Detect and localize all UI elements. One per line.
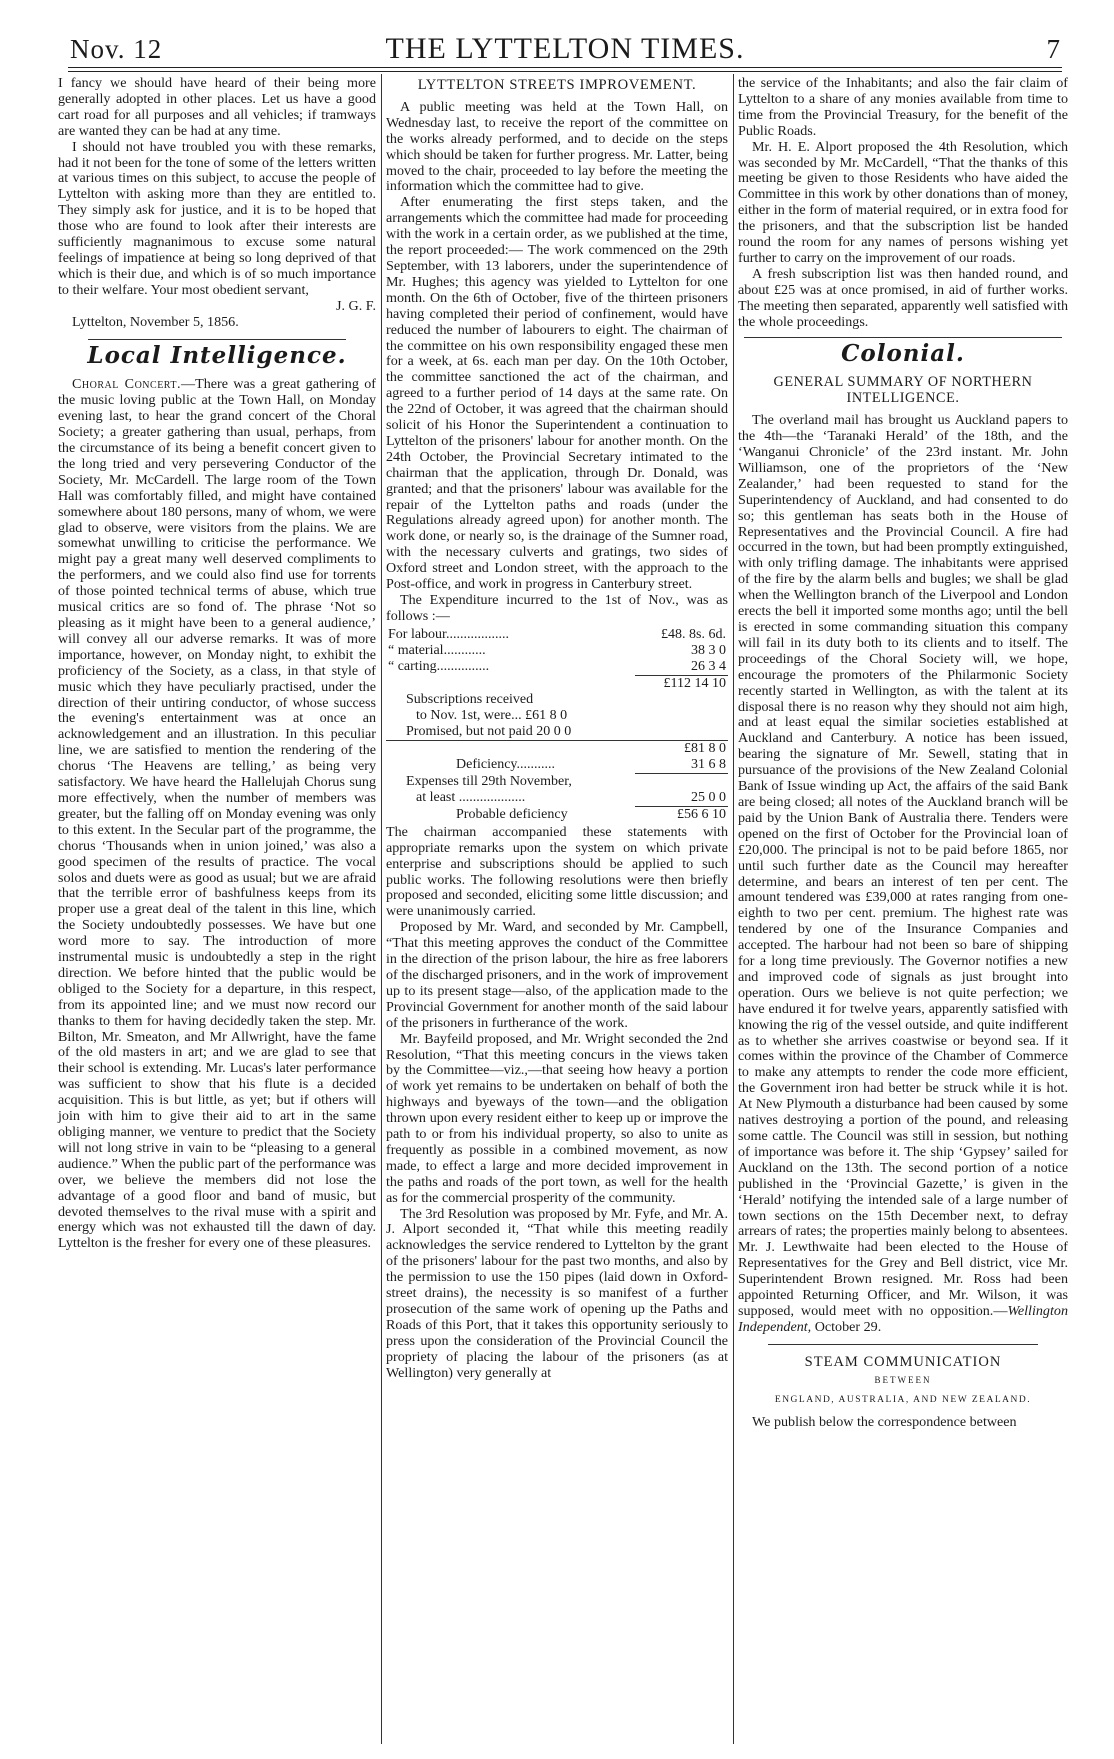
table-cell: Deficiency........... [456,757,555,773]
table-row [386,773,728,790]
steam-first-line: We publish below the correspondence between [752,1413,1017,1430]
streets-paragraph: After enumerating the first steps taken, and the arrangements which the committee had made for proceeding with the work in a certain order, as we published at the time, the report proceeded:— The work commenced on the 29th September, with 13 laborers, under the superintendence of Mr. Hughes; this agency was yielded to Lyttelton for one month. On the 6th of October, five of the thirteen prisoners having completed their period of confinement, would have reduced the number of labourers to eight. The chairman of the committee on his own responsibility engaged these men for a week, at 6s. each man per day. On the 10th October, the committee sanctioned the act of the chairman, and agreed to a further period of 14 days at the same rate. On the 22nd of October, it was agreed that the chairman should solicit of his Honor the Superintendent a continuation to Lyttelton of the prisoners' labour for another month. On the 24th October, the Provincial Secretary intimated to the chairman that the application, through Dr. Donald, was granted; and that the prisoners' labour was available for the repair of the Lyttelton paths and roads (under the Regulations already agreed upon) for another month. The work done, or nearly so, is the drainage of the Sumner road, with the necessary culverts and gratings, two sides of Oxford street and London street, with the approach to the Post-office, and work in progress in Canterbury street. [386,194,728,593]
table-cell: Expenses till 29th November, [406,773,572,789]
masthead-rule-secondary [68,71,1062,72]
table-cell [386,740,635,757]
colonial-summary [738,413,1068,1336]
streets-paragraph: A public meeting was held at the Town Hall, on Wednesday last, to receive the report of the committee on the works already performed, and to decide on the steps which should be taken for further progress. Mr. Latter, being moved to the chair, proceeded to lay before the meeting the information which the committee had to give. [386,98,728,195]
column-divider [381,74,382,1744]
table-cell: For labour.................. [388,626,509,642]
table-row [386,675,728,692]
local-intelligence-heading: Local Intelligence. [87,341,347,369]
table-cell: 31 6 8 [635,757,728,774]
table-cell: to Nov. 1st, were... £61 8 0 [416,707,568,723]
section-divider [768,1344,1038,1345]
table-cell: Probable deficiency [456,806,568,822]
letter-paragraph: I should not have troubled you with these remarks, had it not been for the tone of some of the letters written at various times on this subject, to accuse the people of Lyttelton with asking more than they are entitled to. They simply ask for justice, and it is to be hoped that those who are found to look after their interests are sufficiently magnanimous to excuse some natural feelings of impatience at being so long deprived of that which is their due, and which is of so much importance to their welfare. Your most obedient servant, [58,138,376,298]
newspaper-title: THE LYTTELTON TIMES. [385,32,745,65]
letter-dateline: Lyttelton, November 5, 1856. [72,313,239,330]
table-cell: £48. 8s. 6d. [661,626,726,642]
colonial-heading: Colonial. [841,339,965,367]
source-date: October 29. [811,1318,882,1335]
table-cell: Promised, but not paid 20 0 0 [386,724,728,741]
column-3 [738,76,1068,1430]
issue-date: Nov. 12 [70,34,163,64]
table-row [386,740,728,757]
steam-communication-heading: STEAM COMMUNICATION [804,1353,1002,1370]
table-row [386,643,728,659]
letter-signature: J. G. F. [336,297,376,314]
choral-concert-lead: Choral Concert. [72,376,182,393]
table-row [386,692,728,708]
choral-concert-body: —There was a great gathering of the music loving public at the Town Hall, on Monday evening last, to hear the grand concert of the Choral Society; a greater gathering than usual, perhaps, from the circumstance of its being a benefit concert given to the long tried and very persevering Conductor of the Society, Mr. McCardell. The large room of the Town Hall was comfortably filled, and might have contained somewhere about 180 persons, many of whom, we were glad to observe, were visitors from the plains. We are somewhat unwilling to criticise the performance. We might pay a great many well deserved compliments to the performers, and we could also find use for torrents of those pointed technical terms of abuse, which true musical critics are so fond of. The phrase ‘Not so pleasing as it might have been to a general audience,’ will convey all our adverse remarks. It was of more importance, however, on Monday night, to exhibit the proficiency of the Society, as a class, in that style of music which they have peculiarly practised, under the direction of their untiring conductor, of whose success the evening's entertainment was at once an acknowledgement and an illustration. In this peculiar line, we are satisfied to mention the rendering of the chorus ‘The Heavens are telling,’ as being very satisfactory. We have heard the Hallelujah Chorus sung more effectively, when the number of members was greater, but the falling off on Monday evening was only to this extent. In the Secular part of the programme, the chorus ‘Thousands when in union joined,’ was also a good specimen of the results of practice. The vocal solos and duets were as good as usual; but we are afraid that the terrible error of bashfulness keeps from its proper use a great deal of the talent in this line, which the Society undoubtedly possesses. We have but one word more to say. The introduction of more instrumental music is undoubtedly a step in the right direction. We before hinted that the public would be obliged to the Society for a departure, in this respect, from its appointed line; and we must now record our thanks to them for having decidedly taken the step. Mr. Bilton, Mr. Smeaton, and Mr Allwright, have the fame of the old masters in art; and we are glad to see that their school is extending. Mr. Lucas's later performance was sufficient to show that his flute is a decided acquisition. This is but little, as yet; but if others will join with him to give their aid to art in the same obliging manner, we venture to predict that the Society will not long strive in vain to be “pleasing to a general audience.” When the public part of the performance was over, we believe the members did not lose the advantage of a good floor and band of music, but devoted themselves to the rival muse with a spirit and energy which was not exhausted till the dawn of day. Lyttelton is the fresher for every one of these pleasures. [58,376,376,1252]
table-cell [386,675,635,692]
steam-between: BETWEEN [874,1374,932,1385]
masthead-rule [68,67,1062,68]
choral-concert-article [58,377,376,1252]
colonial-summary-body: The overland mail has brought us Auckland papers to the 4th—the ‘Taranaki Herald’ of the 18th, and the ‘Wanganui Chronicle’ of the 23rd instant. Mr. John Williamson, one of the proprietors of the ‘New Zealander,’ had been requested to stand for the Superintendency of Auckland, and had consented to do so; this gentleman has seats both in the House of Representatives and the Provincial Council. A fire had occurred in the town, but had been promptly extinguished, with only trifling damage. The inhabitants were apprised of the fire by the alarm bells and bugles; we shall be glad when the Wellington branch of the Liverpool and London erects the bell it imported some months ago; until the bell is erected in some commanding situation this company will fail in its duty both to its clients and to itself. The proceedings of the Choral Society will, we hope, encourage the promoters of the Philarmonic Society recently started in Wellington, as with the talent at its disposal there is no reason why they should not aim high, and at least equal the similar societies established at Auckland and Canterbury. A notice has been issued, bearing the signature of Mr. Sewell, stating that in pursuance of the provisions of the New Zealand Colonial Bank of Issue winding up Act, the affairs of the said Bank are being closed; all notes of the Auckland branch will be paid by the Union Bank of Australia there. Tenders were opened on the first of October for the Provincial loan of £20,000. The principal is not to be paid before 1865, nor until such further date as the Council may hereafter determine, and bears an interest of ten per cent. The amount tendered was £39,000 at rates ranging from one-eighth to two per cent. premium. The highest rate was tendered by one of the Insurance Companies and accepted. The harbour had not been so bare of shipping for a long time previously. The Governor notifies a new and improved code of signals as just brought into operation. Ours we believe is not quite perfection; we have endured it for twelve years, apparently satisfied with knowing the rig of the vessel outside, and quite indifferent as to whether she arrives coastwise or beyond sea. If it comes within the province of the Chamber of Commerce to make any attempts to render the code more efficient, the Government iron had better be struck while it is hot. At New Plymouth a disturbance had been caused by some natives destroying a portion of the pound, and releasing some cattle. The Council was still in session, but nothing of importance was before it. The ship ‘Gypsey’ sailed for Auckland on the 13th. The second portion of a notice published in the ‘Provincial Gazette,’ is given in the ‘Herald’ notifying the intended sale of a large number of town sections on the 15th December next, to defray arrears of rates; the properties mainly belong to absentees. Mr. J. Lewthwaite had been elected to the House of Representatives for the Grey and Bell district, vice Mr. Superintendent Brown resigned. Mr. Ross had been appointed Returning Officer, and Mr. Wilson, it was supposed, would meet with no opposition.— [738,412,1068,1319]
streets-paragraph: A fresh subscription list was then handed round, and about £25 was at once promised, in aid of further works. The meeting then separated, apparently well satisfied with the whole proceedings. [738,265,1068,330]
table-cell: 26 3 4 [635,659,728,676]
steam-places: ENGLAND, AUSTRALIA, AND NEW ZEALAND. [774,1394,1032,1405]
table-cell: £56 6 10 [677,806,726,822]
letter-paragraph: I fancy we should have heard of their being more generally adopted in other places. Let us have a good cart road for all purposes and all vehicles; if tramways are wanted they can be had at any time. [58,75,376,139]
column-2 [386,76,728,1382]
summary-title-line: GENERAL SUMMARY OF NORTHERN [773,374,1033,391]
table-row [386,806,728,823]
table-cell: 38 3 0 [691,642,726,658]
table-row [386,659,728,676]
streets-paragraph: The Expenditure incurred to the 1st of Nov., was as follows :— [386,592,728,624]
table-row [386,708,728,724]
summary-title [738,375,1068,407]
column-1 [58,76,376,1252]
table-row [386,757,728,774]
section-divider [744,337,1062,338]
table-cell: 25 0 0 [635,790,728,807]
page-number: 7 [1046,34,1060,64]
column-divider [733,74,734,1744]
table-cell: £112 14 10 [663,675,726,691]
table-cell: at least ................... [416,790,526,806]
table-row [386,627,728,643]
source-attribution: Wellington Independent, [738,1302,1068,1335]
table-cell: “ material............ [388,642,486,658]
streets-paragraph: the service of the Inhabitants; and also the fair claim of Lyttelton to a share of any monies available from time to time from the Provincial Treasury, for the benefit of the Public Roads. [738,75,1068,139]
streets-paragraph: Proposed by Mr. Ward, and seconded by Mr. Campbell, “That this meeting approves the conduct of the Committee in the direction of the prison labour, the hire as free laborers of the discharged prisoners, and in the work of improvement up to its present stage—also, of the application made to the Provincial Government for another month of the said labour of the prisoners in furtherance of the work. [386,919,728,1031]
table-cell: £81 8 0 [684,740,726,756]
table-row [386,724,728,741]
streets-paragraph: The chairman accompanied these statements with appropriate remarks upon the system on which private enterprise and subscriptions should be applied to such public works. The following resolutions were then briefly proposed and seconded, eliciting some little discussion; and were unanimously carried. [386,823,728,920]
streets-paragraph: Mr. Bayfeild proposed, and Mr. Wright seconded the 2nd Resolution, “That this meeting concurs in the views taken by the Committee—viz.,—that seeing how heavy a portion of work yet remains to be undertaken on behalf of both the highways and byeways of the town—and the obligation thrown upon every resident either to keep up or improve the path to or from his individual property, so also to unite as frequently as possible in a combined movement, as now made, to effect a large and more decided improvement in the paths and roads of the port town, as well for the health as for the commercial prosperity of the community. [386,1030,728,1206]
streets-article-title: LYTTELTON STREETS IMPROVEMENT. [417,77,697,93]
section-divider [88,339,346,340]
table-cell: Subscriptions received [406,691,534,707]
masthead [70,30,1060,64]
expenditure-table [386,627,728,823]
table-row [386,790,728,807]
summary-title-line: INTELLIGENCE. [846,390,960,407]
table-cell: “ carting............... [388,659,490,675]
streets-paragraph: Mr. H. E. Alport proposed the 4th Resolution, which was seconded by Mr. McCardell, “That the thanks of this meeting be given to those Residents who have aided the Committee in this work by other donations than of money, either in the form of material required, or in extra food for the prisoners, and that the subscription list be handed round the room for any names of persons wishing yet further to carry on the improvement of our roads. [738,138,1068,266]
streets-paragraph: The 3rd Resolution was proposed by Mr. Fyfe, and Mr. A. J. Alport seconded it, “That while this meeting readily acknowledges the service rendered to Lyttelton by the grant of the prisoners' labour for the past two months, and also by the permission to use the 150 pipes (laid down in Oxford-street drains), the necessity is so manifest of a further prosecution of the same work of opening up the Paths and Roads of this Port, that it takes this opportunity seriously to press upon the consideration of the Provincial Council the propriety of placing the labour of the prisoners (as at Wellington) very generally at [386,1205,728,1381]
